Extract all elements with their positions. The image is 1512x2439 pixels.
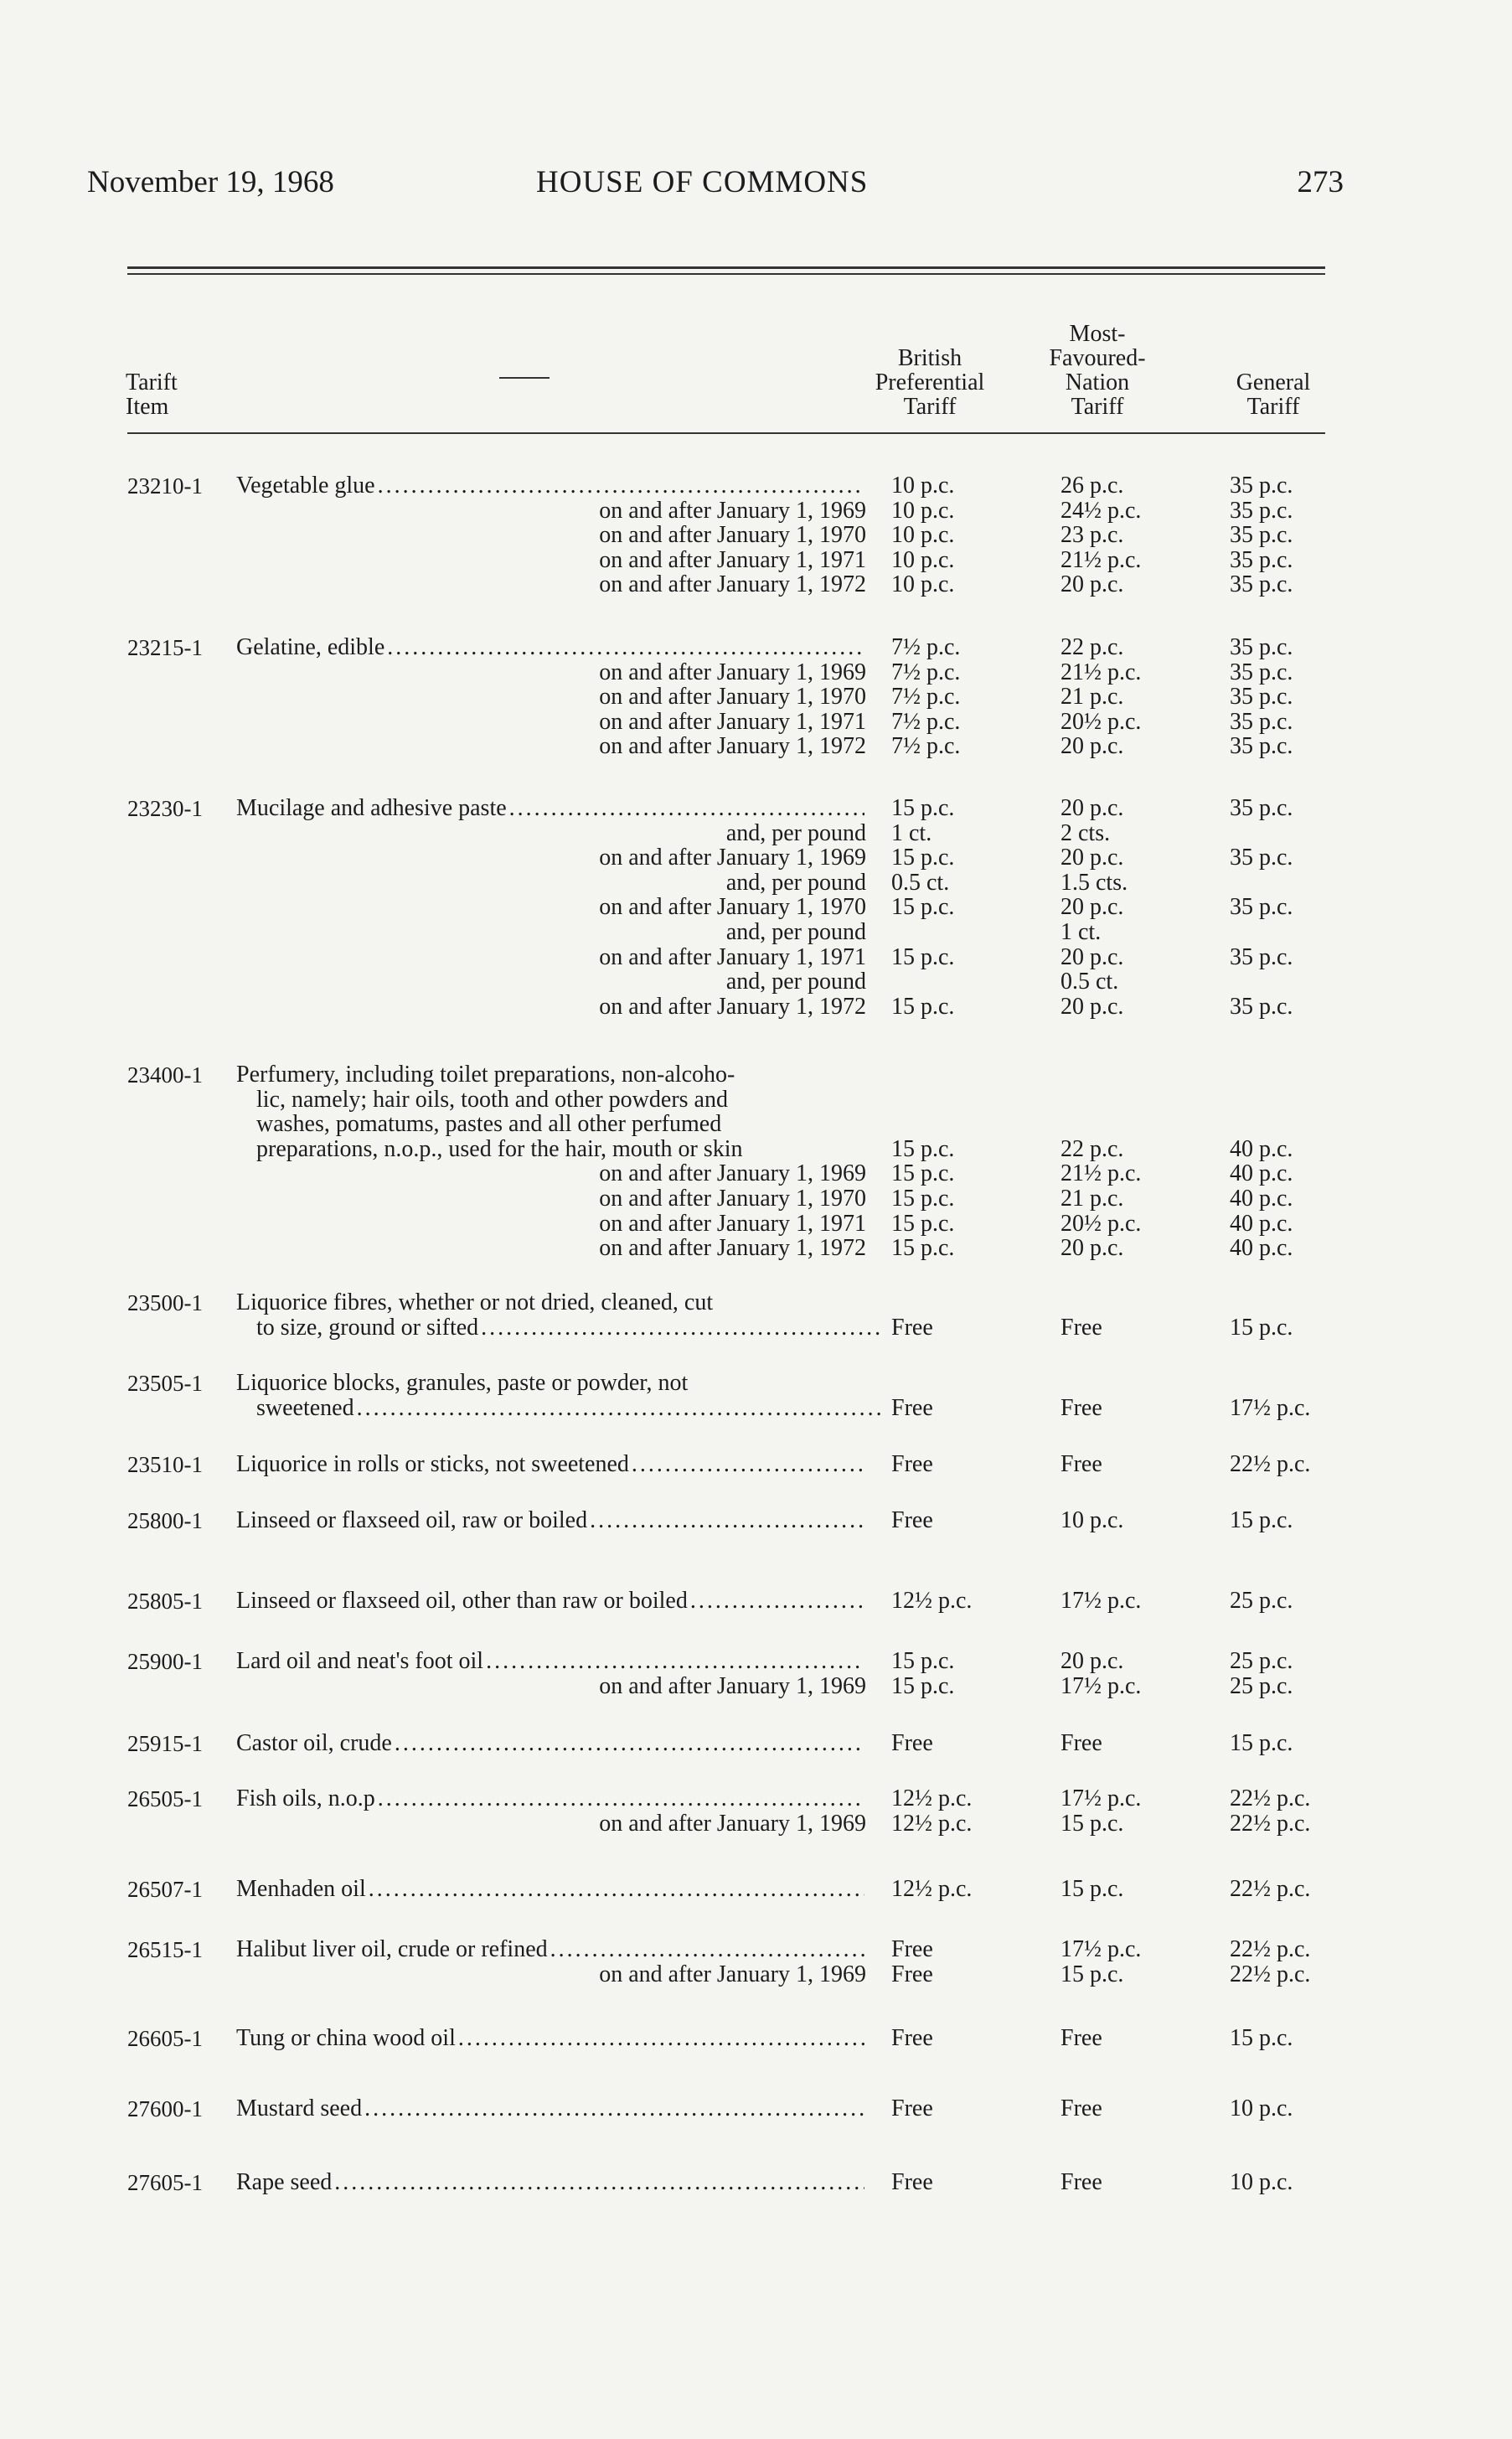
british-preferential-rate: 10 p.c.: [891, 498, 955, 524]
general-rate: 25 p.c.: [1230, 1648, 1293, 1674]
tariff-item-code: 23210-1: [127, 473, 203, 499]
item-description: Lard oil and neat's foot oil .....: [236, 1649, 864, 1674]
general-rate: 35 p.c.: [1230, 473, 1293, 499]
general-rate: 35 p.c.: [1230, 994, 1293, 1020]
rate-condition: on and after January 1, 1970: [599, 1186, 866, 1212]
mfn-rate: 10 p.c.: [1060, 1507, 1124, 1533]
rate-condition: on and after January 1, 1969: [599, 1673, 866, 1699]
british-preferential-rate: 15 p.c.: [891, 1648, 955, 1674]
rate-condition: on and after January 1, 1971: [599, 1211, 866, 1237]
item-description: Perfumery, including toilet preparations, non-alcoho-: [236, 1062, 735, 1088]
rate-condition: and, per pound: [725, 820, 866, 846]
item-description: preparations, n.o.p., used for the hair, mouth or skin: [256, 1136, 743, 1162]
mfn-rate: 20 p.c.: [1060, 1235, 1124, 1261]
rate-condition: on and after January 1, 1970: [599, 684, 866, 710]
british-preferential-rate: 15 p.c.: [891, 1136, 955, 1162]
mfn-rate: 17½ p.c.: [1060, 1785, 1142, 1811]
item-description: Linseed or flaxseed oil, other than raw or boiled .....: [236, 1589, 864, 1614]
general-rate: 35 p.c.: [1230, 571, 1293, 597]
mfn-rate: 22 p.c.: [1060, 1136, 1124, 1162]
tariff-item-code: 25800-1: [127, 1508, 203, 1533]
tariff-item-code: 26507-1: [127, 1877, 203, 1902]
general-rate: 22½ p.c.: [1230, 1811, 1311, 1837]
british-preferential-rate: Free: [891, 2095, 933, 2121]
rate-condition: on and after January 1, 1972: [599, 1235, 866, 1261]
general-rate: 17½ p.c.: [1230, 1395, 1311, 1421]
british-preferential-rate: 15 p.c.: [891, 1160, 955, 1186]
mfn-rate: 20 p.c.: [1060, 795, 1124, 821]
mfn-rate: 21 p.c.: [1060, 1186, 1124, 1212]
general-rate: 22½ p.c.: [1230, 1961, 1311, 1987]
mfn-rate: 15 p.c.: [1060, 1876, 1124, 1902]
british-preferential-rate: Free: [891, 2025, 933, 2051]
mfn-rate: 15 p.c.: [1060, 1811, 1124, 1837]
general-rate: 35 p.c.: [1230, 894, 1293, 920]
top-rule-double: [127, 273, 1325, 275]
general-rate: 40 p.c.: [1230, 1160, 1293, 1186]
mfn-rate: 20 p.c.: [1060, 733, 1124, 759]
item-description: washes, pomatums, pastes and all other perfumed: [256, 1111, 722, 1137]
rate-condition: and, per pound: [725, 969, 866, 995]
item-description: Liquorice in rolls or sticks, not sweetened .....: [236, 1452, 864, 1477]
general-rate: 35 p.c.: [1230, 944, 1293, 970]
mfn-rate: 1.5 cts.: [1060, 870, 1128, 896]
tariff-item-code: 26605-1: [127, 2026, 203, 2051]
general-rate: 35 p.c.: [1230, 733, 1293, 759]
item-description: lic, namely; hair oils, tooth and other powders and: [256, 1087, 728, 1113]
item-description: Castor oil, crude .....: [236, 1731, 864, 1756]
british-preferential-rate: Free: [891, 1451, 933, 1477]
rate-condition: on and after January 1, 1969: [599, 1811, 866, 1837]
rate-condition: on and after January 1, 1971: [599, 944, 866, 970]
item-description: Menhaden oil .....: [236, 1877, 864, 1902]
general-rate: 15 p.c.: [1230, 1730, 1293, 1756]
tariff-item-code: 23505-1: [127, 1371, 203, 1396]
rate-condition: on and after January 1, 1971: [599, 709, 866, 735]
british-preferential-rate: 10 p.c.: [891, 571, 955, 597]
british-preferential-rate: 12½ p.c.: [891, 1785, 973, 1811]
mfn-rate: 17½ p.c.: [1060, 1936, 1142, 1962]
general-rate: 35 p.c.: [1230, 498, 1293, 524]
british-preferential-rate: 15 p.c.: [891, 795, 955, 821]
general-rate: 35 p.c.: [1230, 659, 1293, 685]
british-preferential-rate: Free: [891, 1315, 933, 1341]
mfn-rate: 21½ p.c.: [1060, 547, 1142, 573]
item-description: Vegetable glue .....: [236, 473, 864, 499]
col-header-general-tariff: General Tariff: [1236, 369, 1311, 420]
rate-condition: and, per pound: [725, 870, 866, 896]
british-preferential-rate: 10 p.c.: [891, 547, 955, 573]
general-rate: 40 p.c.: [1230, 1211, 1293, 1237]
general-rate: 35 p.c.: [1230, 547, 1293, 573]
mfn-rate: 15 p.c.: [1060, 1961, 1124, 1987]
rate-condition: on and after January 1, 1970: [599, 894, 866, 920]
header-rule: [127, 432, 1325, 434]
general-rate: 35 p.c.: [1230, 684, 1293, 710]
general-rate: 40 p.c.: [1230, 1235, 1293, 1261]
british-preferential-rate: 15 p.c.: [891, 845, 955, 871]
item-description: Gelatine, edible .....: [236, 635, 864, 660]
british-preferential-rate: 12½ p.c.: [891, 1876, 973, 1902]
british-preferential-rate: 15 p.c.: [891, 894, 955, 920]
tariff-item-code: 23400-1: [127, 1062, 203, 1088]
tariff-item-code: 26515-1: [127, 1937, 203, 1962]
british-preferential-rate: 7½ p.c.: [891, 733, 961, 759]
mfn-rate: 22 p.c.: [1060, 634, 1124, 660]
rate-condition: on and after January 1, 1971: [599, 547, 866, 573]
mfn-rate: Free: [1060, 1730, 1102, 1756]
rate-condition: on and after January 1, 1969: [599, 1961, 866, 1987]
col-header-british-preferential: British Preferential Tariff: [875, 345, 985, 420]
british-preferential-rate: 15 p.c.: [891, 1235, 955, 1261]
item-description: to size, ground or sifted .....: [256, 1315, 885, 1341]
rate-condition: on and after January 1, 1969: [599, 498, 866, 524]
mfn-rate: 21½ p.c.: [1060, 1160, 1142, 1186]
mfn-rate: 20 p.c.: [1060, 1648, 1124, 1674]
item-description: Linseed or flaxseed oil, raw or boiled .....: [236, 1508, 864, 1533]
mfn-rate: 24½ p.c.: [1060, 498, 1142, 524]
mfn-rate: Free: [1060, 2095, 1102, 2121]
british-preferential-rate: 10 p.c.: [891, 473, 955, 499]
item-description: Fish oils, n.o.p .....: [236, 1786, 864, 1811]
general-rate: 10 p.c.: [1230, 2095, 1293, 2121]
col-header-dash: [499, 377, 550, 379]
mfn-rate: 21½ p.c.: [1060, 659, 1142, 685]
item-description: Mustard seed .....: [236, 2096, 864, 2121]
british-preferential-rate: Free: [891, 1961, 933, 1987]
tariff-item-code: 23510-1: [127, 1452, 203, 1477]
general-rate: 40 p.c.: [1230, 1186, 1293, 1212]
mfn-rate: 2 cts.: [1060, 820, 1111, 846]
general-rate: 22½ p.c.: [1230, 1451, 1311, 1477]
british-preferential-rate: 7½ p.c.: [891, 684, 961, 710]
tariff-item-code: 25805-1: [127, 1589, 203, 1614]
rate-condition: on and after January 1, 1969: [599, 1160, 866, 1186]
mfn-rate: Free: [1060, 1315, 1102, 1341]
col-header-most-favoured-nation: Most- Favoured- Nation Tariff: [1049, 321, 1146, 420]
mfn-rate: 20 p.c.: [1060, 894, 1124, 920]
item-description: Tung or china wood oil .....: [236, 2026, 864, 2051]
british-preferential-rate: 7½ p.c.: [891, 634, 961, 660]
british-preferential-rate: 10 p.c.: [891, 522, 955, 548]
general-rate: 35 p.c.: [1230, 795, 1293, 821]
mfn-rate: 20 p.c.: [1060, 944, 1124, 970]
item-description: Liquorice blocks, granules, paste or powder, not: [236, 1370, 689, 1396]
general-rate: 22½ p.c.: [1230, 1936, 1311, 1962]
rate-condition: and, per pound: [725, 919, 866, 945]
mfn-rate: Free: [1060, 2025, 1102, 2051]
british-preferential-rate: 15 p.c.: [891, 1186, 955, 1212]
item-description: Liquorice fibres, whether or not dried, cleaned, cut: [236, 1289, 714, 1315]
tariff-item-code: 27605-1: [127, 2170, 203, 2195]
tariff-item-code: 25915-1: [127, 1731, 203, 1756]
item-description: Mucilage and adhesive paste .....: [236, 796, 864, 821]
mfn-rate: 17½ p.c.: [1060, 1673, 1142, 1699]
mfn-rate: 20 p.c.: [1060, 571, 1124, 597]
mfn-rate: 23 p.c.: [1060, 522, 1124, 548]
mfn-rate: 1 ct.: [1060, 919, 1102, 945]
british-preferential-rate: 12½ p.c.: [891, 1588, 973, 1614]
header-date: November 19, 1968: [87, 165, 334, 199]
general-rate: 22½ p.c.: [1230, 1785, 1311, 1811]
tariff-item-code: 26505-1: [127, 1786, 203, 1811]
british-preferential-rate: 15 p.c.: [891, 944, 955, 970]
col-header-tariff-item: Tarift Item: [126, 369, 178, 420]
general-rate: 35 p.c.: [1230, 634, 1293, 660]
british-preferential-rate: 12½ p.c.: [891, 1811, 973, 1837]
header-page-number: 273: [1297, 165, 1344, 199]
rate-condition: on and after January 1, 1972: [599, 994, 866, 1020]
general-rate: 15 p.c.: [1230, 1507, 1293, 1533]
general-rate: 15 p.c.: [1230, 1315, 1293, 1341]
british-preferential-rate: Free: [891, 1507, 933, 1533]
item-description: Rape seed .....: [236, 2170, 864, 2195]
top-rule: [127, 266, 1325, 269]
mfn-rate: 0.5 ct.: [1060, 969, 1119, 995]
rate-condition: on and after January 1, 1969: [599, 845, 866, 871]
mfn-rate: Free: [1060, 1451, 1102, 1477]
tariff-item-code: 27600-1: [127, 2096, 203, 2121]
mfn-rate: 21 p.c.: [1060, 684, 1124, 710]
mfn-rate: 20½ p.c.: [1060, 1211, 1142, 1237]
british-preferential-rate: 7½ p.c.: [891, 659, 961, 685]
british-preferential-rate: Free: [891, 2169, 933, 2195]
header-title: HOUSE OF COMMONS: [536, 165, 869, 199]
rate-condition: on and after January 1, 1969: [599, 659, 866, 685]
general-rate: 25 p.c.: [1230, 1673, 1293, 1699]
general-rate: 40 p.c.: [1230, 1136, 1293, 1162]
mfn-rate: 20 p.c.: [1060, 994, 1124, 1020]
general-rate: 35 p.c.: [1230, 709, 1293, 735]
mfn-rate: 20 p.c.: [1060, 845, 1124, 871]
british-preferential-rate: Free: [891, 1936, 933, 1962]
general-rate: 22½ p.c.: [1230, 1876, 1311, 1902]
tariff-item-code: 23500-1: [127, 1290, 203, 1315]
mfn-rate: 26 p.c.: [1060, 473, 1124, 499]
general-rate: 10 p.c.: [1230, 2169, 1293, 2195]
page-header: [87, 164, 1344, 214]
mfn-rate: Free: [1060, 2169, 1102, 2195]
british-preferential-rate: 1 ct.: [891, 820, 932, 846]
mfn-rate: 20½ p.c.: [1060, 709, 1142, 735]
general-rate: 35 p.c.: [1230, 845, 1293, 871]
rate-condition: on and after January 1, 1970: [599, 522, 866, 548]
tariff-item-code: 23215-1: [127, 635, 203, 660]
general-rate: 15 p.c.: [1230, 2025, 1293, 2051]
tariff-item-code: 23230-1: [127, 796, 203, 821]
item-description: Halibut liver oil, crude or refined .....: [236, 1937, 864, 1962]
british-preferential-rate: 7½ p.c.: [891, 709, 961, 735]
general-rate: 25 p.c.: [1230, 1588, 1293, 1614]
british-preferential-rate: 15 p.c.: [891, 994, 955, 1020]
mfn-rate: 17½ p.c.: [1060, 1588, 1142, 1614]
item-description: sweetened .....: [256, 1396, 885, 1421]
british-preferential-rate: 15 p.c.: [891, 1211, 955, 1237]
british-preferential-rate: 0.5 ct.: [891, 870, 950, 896]
british-preferential-rate: Free: [891, 1730, 933, 1756]
rate-condition: on and after January 1, 1972: [599, 733, 866, 759]
mfn-rate: Free: [1060, 1395, 1102, 1421]
general-rate: 35 p.c.: [1230, 522, 1293, 548]
rate-condition: on and after January 1, 1972: [599, 571, 866, 597]
tariff-item-code: 25900-1: [127, 1649, 203, 1674]
british-preferential-rate: Free: [891, 1395, 933, 1421]
british-preferential-rate: 15 p.c.: [891, 1673, 955, 1699]
